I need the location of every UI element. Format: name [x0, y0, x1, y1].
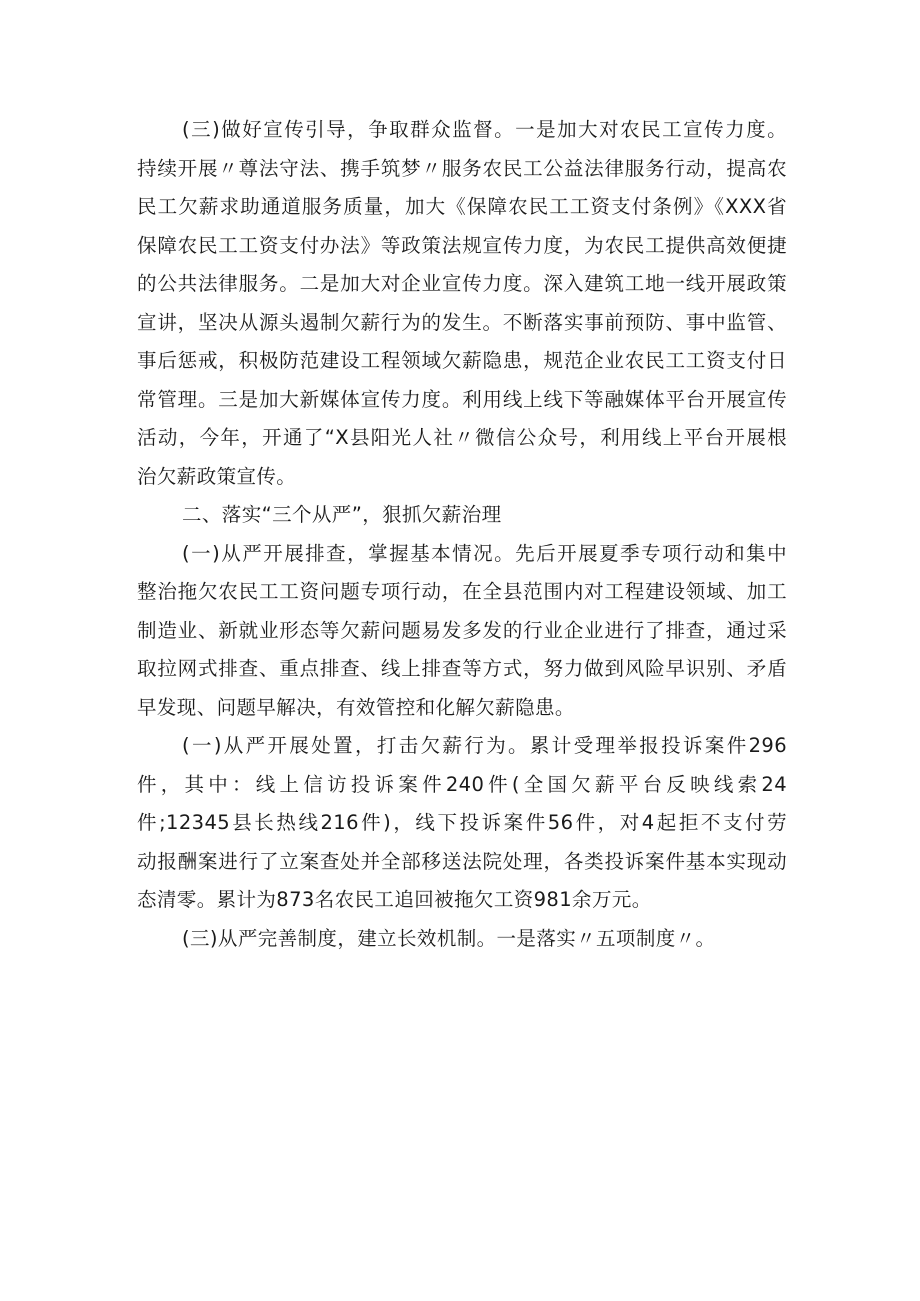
text-line: 制造业、新就业形态等欠薪问题易发多发的行业企业进行了排查，通过采	[137, 618, 787, 642]
paragraph-disposal	[137, 727, 787, 920]
text-line: 态清零。累计为873名农民工追回被拖欠工资981余万元。	[137, 888, 652, 911]
text-line: 件，其中：线上信访投诉案件240件(全国欠薪平台反映线索24	[137, 772, 787, 796]
text-line: 整治拖欠农民工工资问题专项行动，在全县范围内对工程建设领域、加工	[137, 580, 787, 603]
text-line: 取拉网式排查、重点排查、线上排查等方式，努力做到风险早识别、矛盾	[137, 657, 787, 680]
text-line: 动报酬案进行了立案查处并全部移送法院处理，各类投诉案件基本实现动	[137, 849, 787, 873]
text-line: 早发现、问题早解决，有效管控和化解欠薪隐患。	[137, 695, 575, 719]
text-line: 常管理。三是加大新媒体宣传力度。利用线上线下等融媒体平台开展宣传	[137, 387, 787, 411]
text-line: (三)从严完善制度，建立长效机制。一是落实〃五项制度〃。	[182, 926, 716, 950]
heading-line: 二、落实“三个从严”，狠抓欠薪治理	[182, 503, 502, 526]
text-line: 的公共法律服务。二是加大对企业宣传力度。深入建筑工地一线开展政策	[137, 272, 787, 295]
paragraph-investigation	[137, 535, 787, 728]
text-line: 宣讲，坚决从源头遏制欠薪行为的发生。不断落实事前预防、事中监管、	[137, 310, 787, 334]
text-line: 持续开展〃尊法守法、携手筑梦〃服务农民工公益法律服务行动，提高农	[137, 156, 787, 180]
text-line: 治欠薪政策宣传。	[137, 464, 297, 488]
section-heading	[137, 496, 787, 535]
text-line: 事后惩戒，积极防范建设工程领域欠薪隐患，规范企业农民工工资支付日	[137, 349, 787, 372]
text-line: (三)做好宣传引导，争取群众监督。一是加大对农民工宣传力度。	[182, 118, 787, 141]
text-line: 民工欠薪求助通道服务质量，加大《保障农民工工资支付条例》《XXX省	[137, 195, 787, 218]
text-line: 保障农民工工资支付办法》等政策法规宣传力度，为农民工提供高效便捷	[137, 233, 787, 257]
text-line: (一)从严开展处置，打击欠薪行为。累计受理举报投诉案件296	[182, 734, 787, 757]
text-line: 活动，今年，开通了“X县阳光人社〃微信公众号，利用线上平台开展根	[137, 426, 787, 449]
text-line: 件;12345县长热线216件)，线下投诉案件56件，对4起拒不支付劳	[137, 811, 787, 834]
paragraph-system	[137, 920, 787, 959]
text-line: (一)从严开展排查，掌握基本情况。先后开展夏季专项行动和集中	[182, 541, 787, 565]
paragraph-publicity	[137, 111, 787, 496]
document-body	[137, 111, 787, 958]
